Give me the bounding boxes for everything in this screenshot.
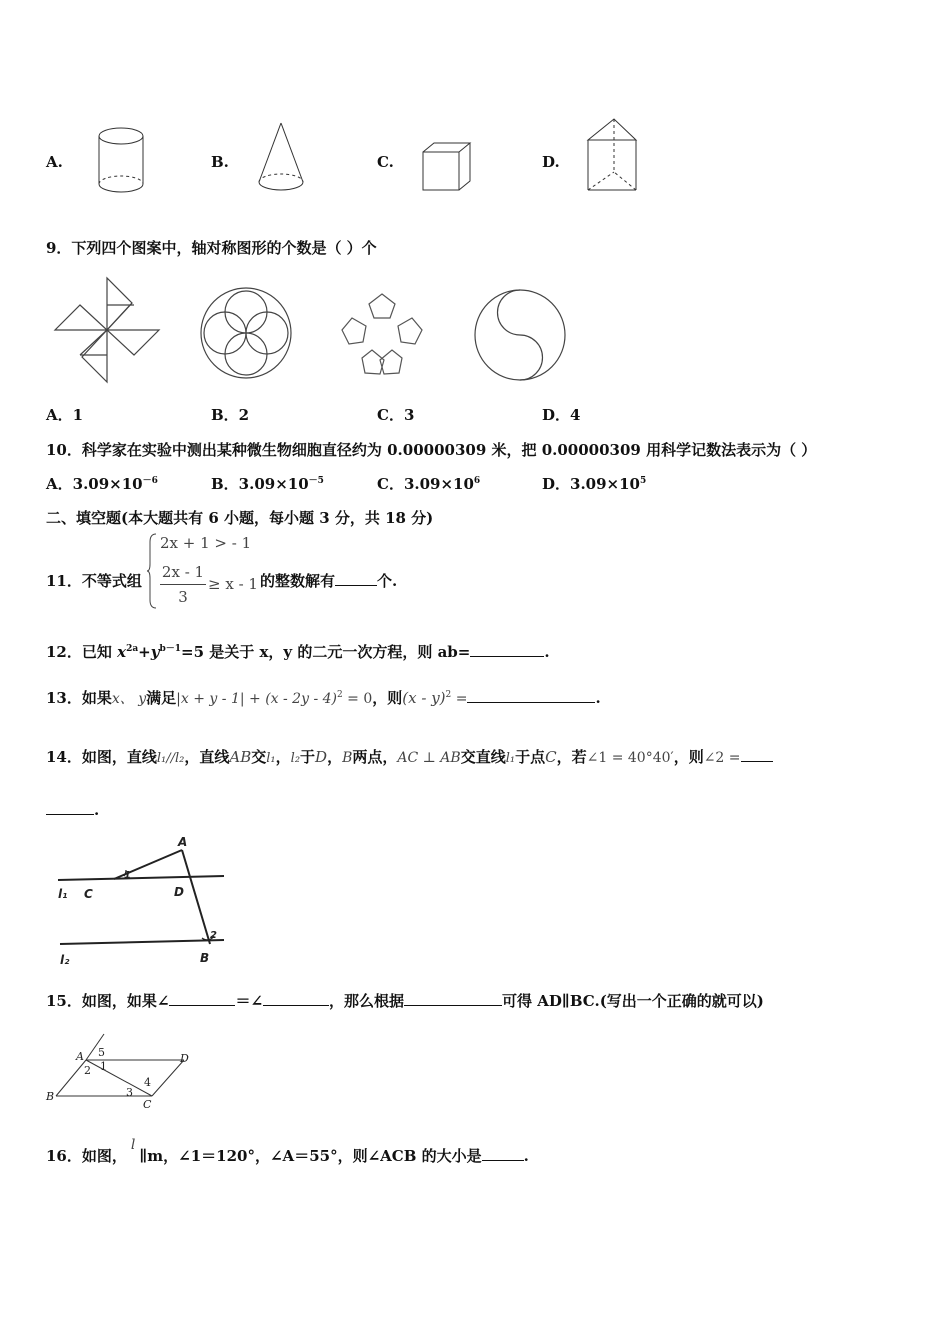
q15-answer-blank-2[interactable] — [263, 991, 329, 1006]
q9-option-d: D．4 — [542, 406, 581, 424]
yin-yang-icon — [472, 287, 568, 383]
q11-suffix: 的整数解有 个. — [260, 572, 398, 590]
q11-answer-blank[interactable] — [335, 571, 377, 586]
fig15-label-1: 1 — [100, 1060, 107, 1073]
figure-q14 — [52, 832, 232, 972]
q8-option-d: D. — [542, 153, 560, 171]
q11-line1: 2x + 1 > - 1 — [160, 534, 252, 552]
q11-numerator: 2x - 1 — [161, 563, 205, 581]
q16-text: 16．如图，l∥m，∠1＝120°，∠A＝55°，则∠ACB 的大小是 . — [46, 1137, 529, 1165]
q8-option-b: B. — [211, 153, 229, 171]
q9-option-b: B．2 — [211, 406, 250, 424]
q14-answer-blank-2[interactable] — [46, 800, 94, 815]
q11-prefix: 11．不等式组 — [46, 572, 142, 590]
q16-answer-blank[interactable] — [482, 1146, 524, 1161]
fig14-label-l1: l₁ — [58, 887, 68, 901]
q14-answer-blank-1[interactable] — [741, 747, 773, 762]
fig15-label-c: C — [143, 1098, 152, 1110]
q13-answer-blank[interactable] — [467, 688, 595, 703]
fig14-label-angle2: 2 — [210, 930, 217, 941]
q10-text: 10．科学家在实验中测出某种微生物细胞直径约为 0.00000309 米，把 0.00000309 用科学记数法表示为（ ） — [46, 441, 817, 459]
fig15-label-4: 4 — [144, 1076, 151, 1089]
fig14-label-c: C — [84, 887, 93, 901]
q15-text: 15．如图，如果∠ ＝∠ ，那么根据 可得 AD∥BC.(写出一个正确的就可以) — [46, 992, 764, 1010]
q13-text: 13．如果x、 y满足|x + y - 1| + (x - 2y - 4)$^2$ = 0，则(x - y)$^2$ = . — [46, 689, 601, 707]
figure-q15 — [44, 1028, 204, 1110]
cylinder-icon — [95, 126, 147, 194]
q10-option-d: D．$3.09\times 10^5$ — [542, 475, 647, 493]
fig15-label-a: A — [76, 1050, 84, 1063]
q12-answer-blank[interactable] — [470, 642, 544, 657]
prism-icon — [584, 116, 640, 194]
q9-text: 9．下列四个图案中，轴对称图形的个数是（ ）个 — [46, 239, 377, 257]
q15-answer-blank-3[interactable] — [404, 991, 502, 1006]
fig15-label-5: 5 — [98, 1046, 105, 1059]
fig15-label-b: B — [46, 1090, 55, 1103]
fig14-label-angle1: 1 — [124, 870, 131, 881]
q9-option-a: A．1 — [46, 406, 84, 424]
fig14-label-a: A — [178, 835, 188, 849]
q10-option-c: C．$3.09\times 10^6$ — [377, 475, 481, 493]
section-2-heading: 二、填空题(本大题共有 6 小题，每小题 3 分，共 18 分) — [46, 509, 434, 527]
fig15-label-d: D — [180, 1052, 189, 1065]
q10-option-a: A．$3.09\times 10^{-6}$ — [46, 475, 158, 493]
q8-option-c: C. — [377, 153, 394, 171]
fig14-label-l2: l₂ — [60, 953, 70, 967]
fig15-label-3: 3 — [126, 1086, 133, 1099]
q10-option-b: B．$3.09\times 10^{-5}$ — [211, 475, 324, 493]
q12-text: 12．已知 $x^{2a}+y^{b-1}=5$ 是关于 x，y 的二元一次方程，则 ab= . — [46, 643, 550, 661]
q15-answer-blank-1[interactable] — [169, 991, 235, 1006]
fig14-label-b: B — [200, 951, 210, 965]
q8-option-a: A. — [46, 153, 63, 171]
cone-icon — [255, 120, 307, 194]
q9-option-c: C．3 — [377, 406, 415, 424]
q14-text: 14．如图，直线l₁//l₂，直线AB交l₁，l₂于D，B两点，AC ⊥ AB交直线l₁于点C，若∠1 = 40°40′，则∠2 = — [46, 746, 773, 767]
fig15-label-2: 2 — [84, 1064, 91, 1077]
cube-icon — [420, 140, 472, 194]
brace-icon — [146, 532, 158, 610]
fig14-label-d: D — [174, 885, 184, 899]
four-petal-circle-icon — [198, 285, 294, 381]
pinwheel-icon — [52, 275, 162, 385]
q11-denominator: 3 — [178, 588, 188, 606]
pentagon-flower-icon — [336, 288, 428, 378]
q11-ge: ≥ x - 1 — [208, 575, 258, 593]
q11-fraction-bar — [160, 584, 206, 585]
q14-continuation: . — [46, 800, 99, 819]
